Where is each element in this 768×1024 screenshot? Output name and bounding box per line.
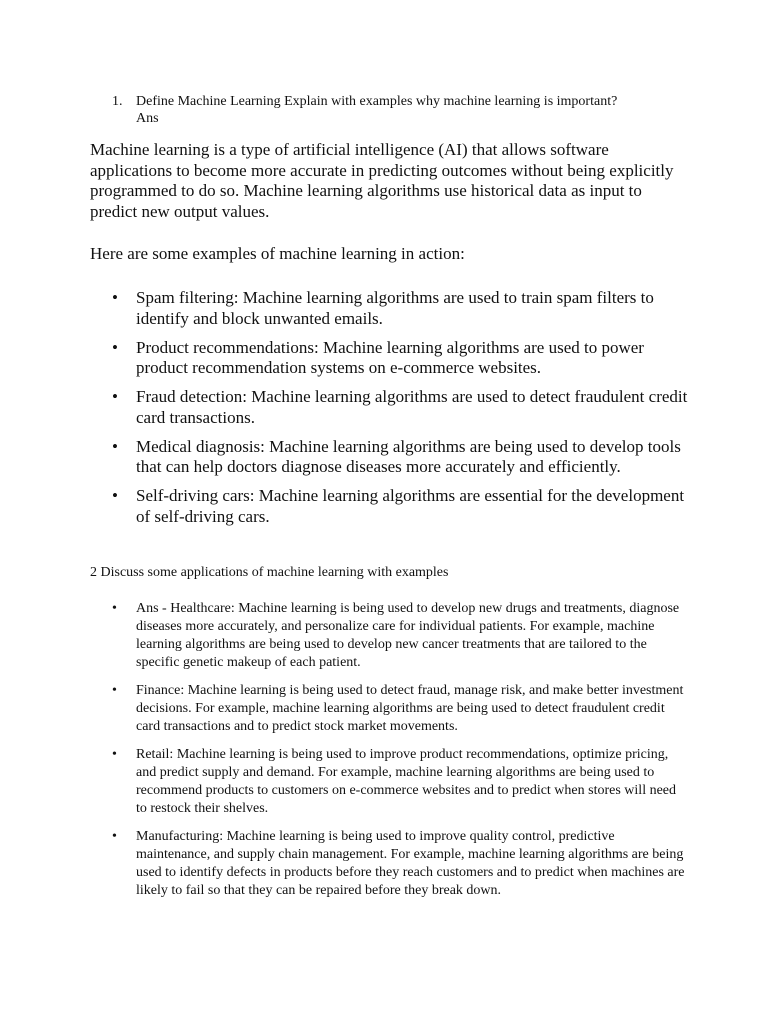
list-item bbox=[90, 288, 690, 329]
list-item bbox=[90, 828, 690, 900]
question-1-text: Define Machine Learning Explain with examples why machine learning is important? bbox=[136, 94, 618, 109]
bullet-icon: • bbox=[112, 337, 118, 357]
examples-list bbox=[90, 288, 690, 536]
list-item-text: Spam filtering: Machine learning algorithms are used to train spam filters to identify and block unwanted emails. bbox=[136, 288, 654, 328]
bullet-icon: • bbox=[112, 829, 117, 844]
list-item-text: Ans - Healthcare: Machine learning is being used to develop new drugs and treatments, diagnose diseases more accurately, and personalize care for individual patients. For example, machine learning algorithms are being used to develop new cancer treatments that are tailored to the specific genetic makeup of each patient. bbox=[136, 601, 680, 670]
list-item bbox=[90, 338, 690, 379]
bullet-icon: • bbox=[112, 601, 117, 616]
question-2-text: 2 Discuss some applications of machine learning with examples bbox=[90, 565, 449, 580]
list-item bbox=[90, 387, 690, 428]
question-1-ans-label: Ans bbox=[136, 111, 159, 126]
bullet-icon: • bbox=[112, 486, 118, 505]
list-item-text: Product recommendations: Machine learning algorithms are used to power product recommendation systems on e-commerce websites. bbox=[136, 337, 644, 377]
list-item-text: Fraud detection: Machine learning algorithms are used to detect fraudulent credit card transactions. bbox=[136, 387, 688, 427]
bullet-icon: • bbox=[112, 747, 117, 762]
question-1-number: 1. bbox=[112, 94, 123, 109]
list-item bbox=[90, 600, 690, 672]
bullet-icon: • bbox=[112, 436, 118, 456]
applications-list bbox=[90, 600, 690, 910]
list-item bbox=[90, 682, 690, 736]
intro-paragraph: Machine learning is a type of artificial intelligence (AI) that allows software applications to become more accurate in predicting outcomes without being explicitly programmed to do so. Machine learning algorithms use historical data as input to predict new output values. bbox=[90, 140, 674, 221]
bullet-icon: • bbox=[112, 288, 118, 307]
bullet-icon: • bbox=[112, 683, 117, 698]
list-item-text: Finance: Machine learning is being used to detect fraud, manage risk, and make better investment decisions. For example, machine learning algorithms are being used to detect fraudulent credit card transactions and to predict stock market movements. bbox=[136, 683, 684, 734]
examples-heading: Here are some examples of machine learning in action: bbox=[90, 244, 465, 263]
list-item-text: Retail: Machine learning is being used to improve product recommendations, optimize pricing, and predict supply and demand. For example, machine learning algorithms are being used to recommend products to customers on e-commerce websites and to predict when stores will need to restock their shelves. bbox=[136, 747, 677, 816]
list-item bbox=[90, 437, 690, 478]
bullet-icon: • bbox=[112, 387, 118, 406]
list-item-text: Self-driving cars: Machine learning algorithms are essential for the development of self-driving cars. bbox=[136, 486, 685, 526]
list-item bbox=[90, 486, 690, 527]
list-item-text: Manufacturing: Machine learning is being used to improve quality control, predictive maintenance, and supply chain management. For example, machine learning algorithms are being used to identify defects in products before they reach customers and to predict when machines are likely to fail so that they can be repaired before they break down. bbox=[136, 829, 685, 898]
list-item bbox=[90, 746, 690, 818]
list-item-text: Medical diagnosis: Machine learning algorithms are being used to develop tools that can help doctors diagnose diseases more accurately and efficiently. bbox=[136, 436, 681, 476]
